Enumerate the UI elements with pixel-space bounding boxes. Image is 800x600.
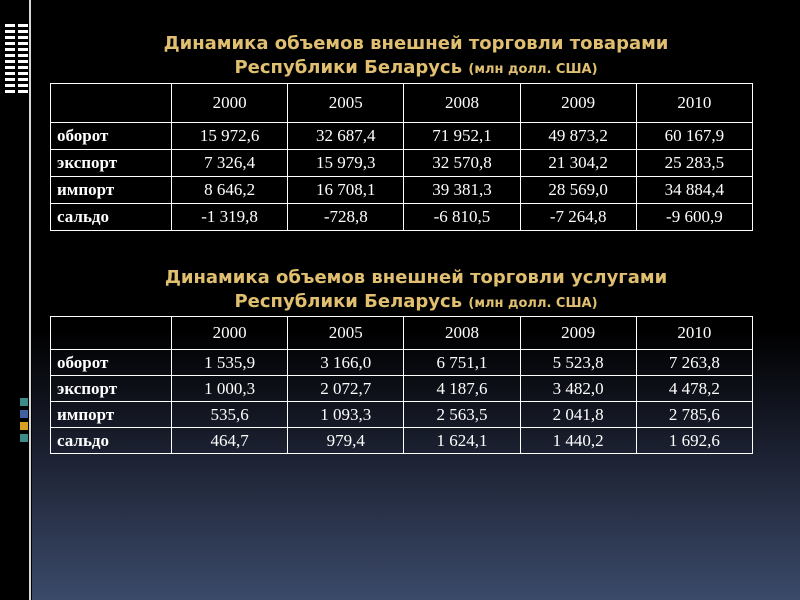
value-cell: -9 600,9 <box>636 204 752 231</box>
value-cell: 25 283,5 <box>636 150 752 177</box>
table-row <box>51 150 753 177</box>
goods-table <box>50 83 753 231</box>
services-title <box>32 266 800 316</box>
value-cell: -1 319,8 <box>172 204 288 231</box>
value-cell: 3 482,0 <box>520 376 636 402</box>
table-header-row <box>51 84 753 123</box>
value-cell: 34 884,4 <box>636 177 752 204</box>
value-cell: 464,7 <box>172 428 288 454</box>
value-cell: 5 523,8 <box>520 350 636 376</box>
year-header-cell: 2008 <box>404 84 520 123</box>
value-cell: -7 264,8 <box>520 204 636 231</box>
table-row <box>51 402 753 428</box>
services-title-line2 <box>32 290 800 316</box>
value-cell: 535,6 <box>172 402 288 428</box>
table-row <box>51 177 753 204</box>
row-label-cell: импорт <box>51 402 172 428</box>
value-cell: 8 646,2 <box>172 177 288 204</box>
services-title-unit: (млн долл. США) <box>468 296 598 311</box>
value-cell: 39 381,3 <box>404 177 520 204</box>
table-row <box>51 376 753 402</box>
services-title-line1: Динамика объемов внешней торговли услугами <box>164 267 668 288</box>
value-cell: -728,8 <box>288 204 404 231</box>
value-cell: 21 304,2 <box>520 150 636 177</box>
goods-title-unit: (млн долл. США) <box>468 62 598 77</box>
goods-title <box>32 32 800 82</box>
value-cell: 4 187,6 <box>404 376 520 402</box>
value-cell: 6 751,1 <box>404 350 520 376</box>
goods-title-country: Республики Беларусь <box>234 57 463 78</box>
goods-title-line2 <box>32 56 800 82</box>
table-row <box>51 204 753 231</box>
value-cell: 1 093,3 <box>288 402 404 428</box>
value-cell: 1 535,9 <box>172 350 288 376</box>
row-label-cell: сальдо <box>51 428 172 454</box>
row-label-cell: экспорт <box>51 150 172 177</box>
row-label-cell: оборот <box>51 123 172 150</box>
value-cell: 979,4 <box>288 428 404 454</box>
value-cell: 71 952,1 <box>404 123 520 150</box>
row-label-cell: экспорт <box>51 376 172 402</box>
value-cell: 4 478,2 <box>636 376 752 402</box>
value-cell: 1 440,2 <box>520 428 636 454</box>
value-cell: 32 570,8 <box>404 150 520 177</box>
table-row <box>51 123 753 150</box>
table-row <box>51 350 753 376</box>
year-header-cell: 2009 <box>520 317 636 350</box>
value-cell: 16 708,1 <box>288 177 404 204</box>
year-header-cell: 2008 <box>404 317 520 350</box>
value-cell: 2 563,5 <box>404 402 520 428</box>
slide-left-divider <box>29 0 31 600</box>
value-cell: 15 972,6 <box>172 123 288 150</box>
value-cell: -6 810,5 <box>404 204 520 231</box>
row-label-cell: сальдо <box>51 204 172 231</box>
year-header-cell: 2005 <box>288 317 404 350</box>
row-label-cell: оборот <box>51 350 172 376</box>
value-cell: 2 785,6 <box>636 402 752 428</box>
value-cell: 1 624,1 <box>404 428 520 454</box>
value-cell: 32 687,4 <box>288 123 404 150</box>
services-table <box>50 316 753 454</box>
value-cell: 7 326,4 <box>172 150 288 177</box>
year-header-cell: 2010 <box>636 84 752 123</box>
value-cell: 3 166,0 <box>288 350 404 376</box>
year-header-cell: 2000 <box>172 317 288 350</box>
value-cell: 60 167,9 <box>636 123 752 150</box>
value-cell: 1 000,3 <box>172 376 288 402</box>
row-label-cell: импорт <box>51 177 172 204</box>
table-corner-cell <box>51 317 172 350</box>
value-cell: 49 873,2 <box>520 123 636 150</box>
table-header-row <box>51 317 753 350</box>
value-cell: 15 979,3 <box>288 150 404 177</box>
value-cell: 2 072,7 <box>288 376 404 402</box>
table-row <box>51 428 753 454</box>
value-cell: 7 263,8 <box>636 350 752 376</box>
services-title-country: Республики Беларусь <box>234 291 463 312</box>
goods-title-line1: Динамика объемов внешней торговли товарами <box>163 33 669 54</box>
value-cell: 28 569,0 <box>520 177 636 204</box>
year-header-cell: 2010 <box>636 317 752 350</box>
table-corner-cell <box>51 84 172 123</box>
year-header-cell: 2005 <box>288 84 404 123</box>
value-cell: 1 692,6 <box>636 428 752 454</box>
year-header-cell: 2000 <box>172 84 288 123</box>
year-header-cell: 2009 <box>520 84 636 123</box>
value-cell: 2 041,8 <box>520 402 636 428</box>
